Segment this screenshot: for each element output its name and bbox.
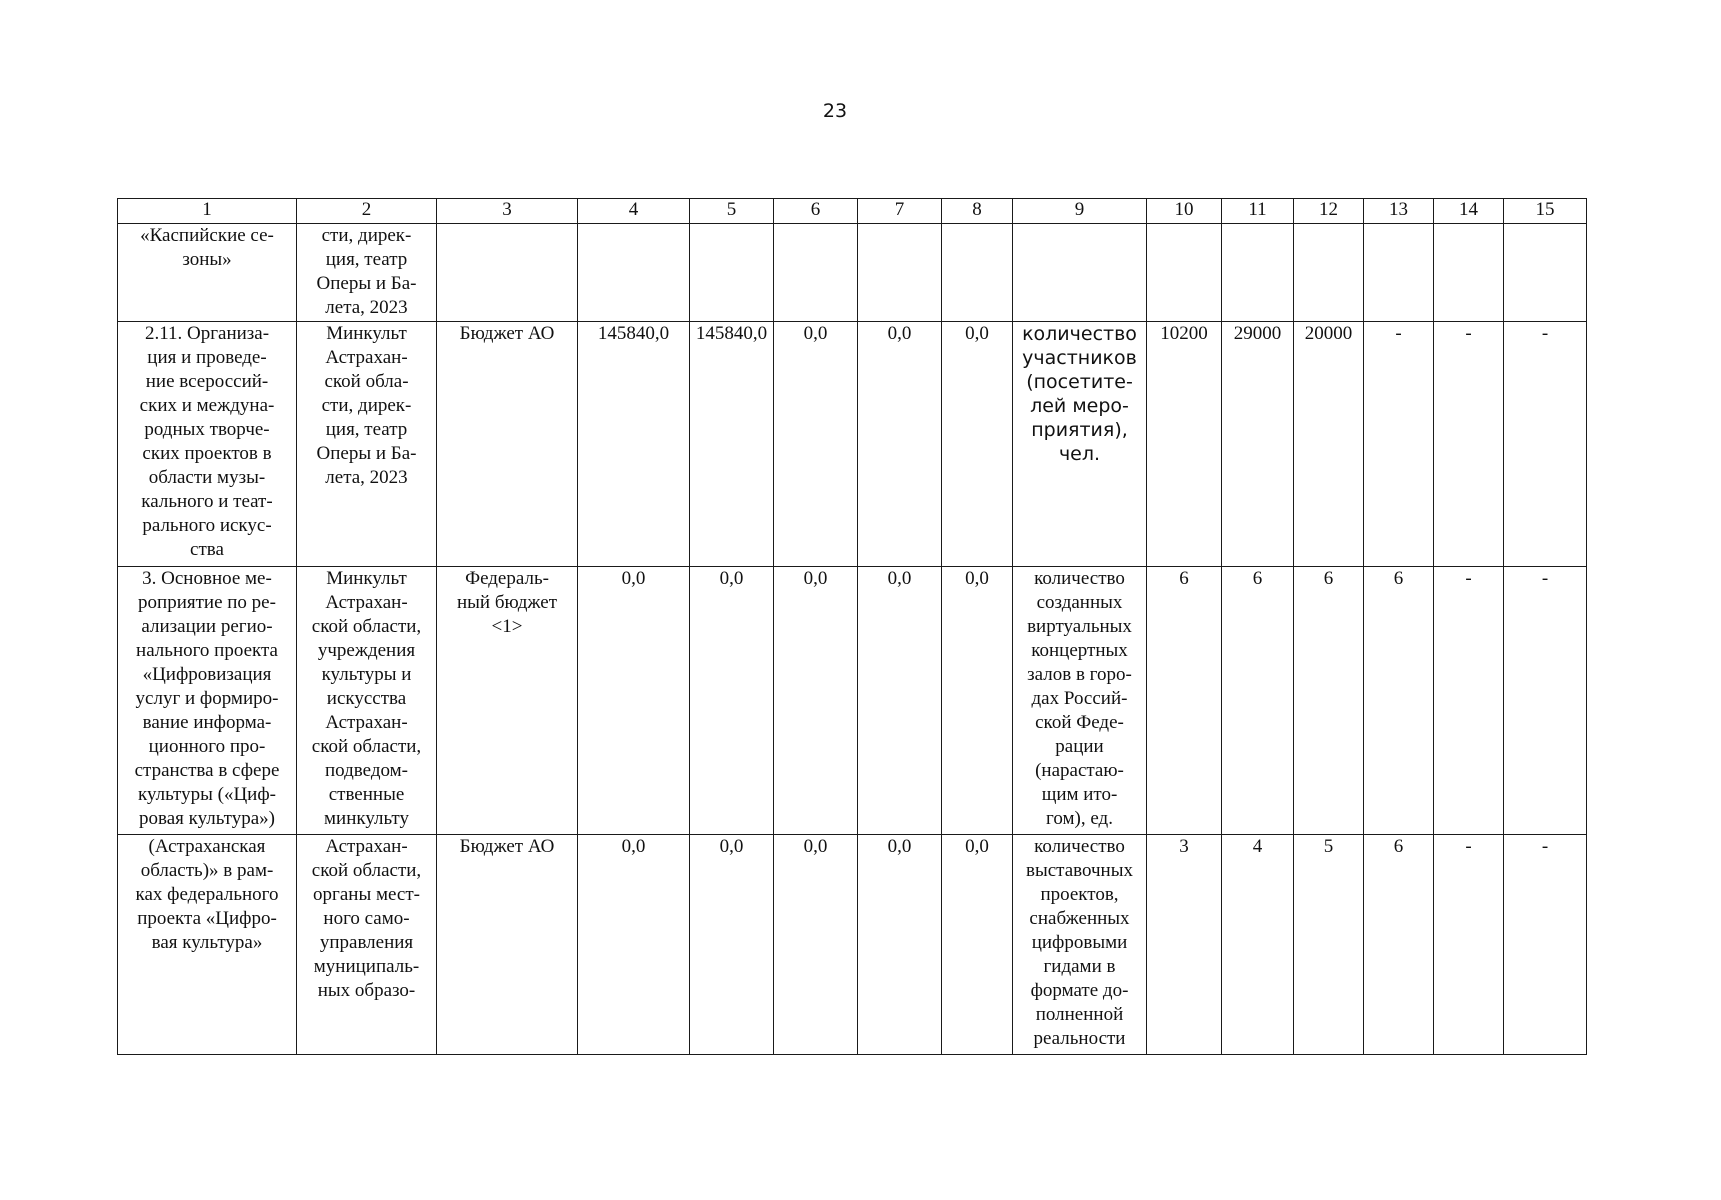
- indicator-value-cell: -: [1434, 322, 1504, 567]
- amount-cell: 0,0: [690, 567, 774, 835]
- column-number: 11: [1222, 199, 1294, 224]
- amount-cell: 0,0: [774, 567, 858, 835]
- empty-cell: [1364, 224, 1434, 322]
- indicator-value-cell: 6: [1294, 567, 1364, 835]
- amount-cell: 0,0: [774, 322, 858, 567]
- table-row-continuation: [118, 224, 1587, 322]
- page-number: 23: [822, 100, 848, 122]
- column-number: 15: [1504, 199, 1587, 224]
- total-amount-cell: 0,0: [578, 835, 690, 1055]
- amount-cell: 0,0: [942, 567, 1013, 835]
- indicator-cell: количество выставочных проектов, снабженных цифровыми гидами в формате до- полненной реальности: [1013, 835, 1147, 1055]
- column-number: 6: [774, 199, 858, 224]
- empty-cell: [1504, 224, 1587, 322]
- empty-cell: [1013, 224, 1147, 322]
- indicator-value-cell: -: [1504, 567, 1587, 835]
- executor-cell-continued: Астрахан- ской области, органы мест- ного само- управления муниципаль- ных образо-: [297, 835, 437, 1055]
- indicator-value-cell: 10200: [1147, 322, 1222, 567]
- amount-cell: 0,0: [774, 835, 858, 1055]
- indicator-cell: количество участников (посетите- лей меро- приятия), чел.: [1013, 322, 1147, 567]
- empty-cell: [858, 224, 942, 322]
- column-number: 2: [297, 199, 437, 224]
- empty-cell: [437, 224, 578, 322]
- empty-cell: [774, 224, 858, 322]
- indicator-cell: количество созданных виртуальных концертных залов в горо- дах Россий- ской Феде- рации (нарастаю- щим ито- гом), ед.: [1013, 567, 1147, 835]
- amount-cell: 145840,0: [690, 322, 774, 567]
- funding-source-cell: Бюджет АО: [437, 835, 578, 1055]
- column-number: 9: [1013, 199, 1147, 224]
- executor-cell: Минкульт Астрахан- ской области, учреждения культуры и искусства Астрахан- ской области, подведом- ственные минкульту: [297, 567, 437, 835]
- funding-source-cell: Бюджет АО: [437, 322, 578, 567]
- activity-name-cell: «Каспийские се- зоны»: [118, 224, 297, 322]
- table-row-3-regional: [118, 835, 1587, 1055]
- indicator-value-cell: 4: [1222, 835, 1294, 1055]
- indicator-value-cell: 3: [1147, 835, 1222, 1055]
- empty-cell: [690, 224, 774, 322]
- amount-cell: 0,0: [690, 835, 774, 1055]
- column-number: 8: [942, 199, 1013, 224]
- empty-cell: [1147, 224, 1222, 322]
- empty-cell: [1222, 224, 1294, 322]
- column-number: 7: [858, 199, 942, 224]
- table-row-2-11: [118, 322, 1587, 567]
- indicator-value-cell: -: [1504, 322, 1587, 567]
- program-activities-table: [117, 198, 1587, 1055]
- total-amount-cell: 0,0: [578, 567, 690, 835]
- activity-name-cell: 2.11. Организа- ция и проведе- ние всероссий- ских и междуна- родных творче- ских проектов в области музы- кального и теат- рального искус- ства: [118, 322, 297, 567]
- column-number: 12: [1294, 199, 1364, 224]
- indicator-value-cell: -: [1434, 835, 1504, 1055]
- column-number: 1: [118, 199, 297, 224]
- amount-cell: 0,0: [858, 835, 942, 1055]
- indicator-value-cell: 5: [1294, 835, 1364, 1055]
- activity-name-cell-continued: (Астраханская область)» в рам- ках федерального проекта «Цифро- вая культура»: [118, 835, 297, 1055]
- indicator-value-cell: 6: [1147, 567, 1222, 835]
- amount-cell: 0,0: [942, 322, 1013, 567]
- indicator-value-cell: 6: [1364, 835, 1434, 1055]
- empty-cell: [1434, 224, 1504, 322]
- column-number-row: [118, 199, 1587, 224]
- table-row-3-federal: [118, 567, 1587, 835]
- indicator-value-cell: -: [1434, 567, 1504, 835]
- amount-cell: 0,0: [858, 322, 942, 567]
- amount-cell: 0,0: [858, 567, 942, 835]
- indicator-value-cell: 29000: [1222, 322, 1294, 567]
- empty-cell: [942, 224, 1013, 322]
- column-number: 4: [578, 199, 690, 224]
- indicator-value-cell: 6: [1222, 567, 1294, 835]
- column-number: 13: [1364, 199, 1434, 224]
- column-number: 10: [1147, 199, 1222, 224]
- activity-name-cell: 3. Основное ме- роприятие по ре- ализации регио- нального проекта «Цифровизация услуг и формиро- вание информа- ционного про- странства в сфере культуры («Циф- ровая культура»): [118, 567, 297, 835]
- indicator-value-cell: -: [1504, 835, 1587, 1055]
- column-number: 3: [437, 199, 578, 224]
- funding-source-cell: Федераль- ный бюджет <1>: [437, 567, 578, 835]
- amount-cell: 0,0: [942, 835, 1013, 1055]
- executor-cell: Минкульт Астрахан- ской обла- сти, дирек- ция, театр Оперы и Ба- лета, 2023: [297, 322, 437, 567]
- column-number: 14: [1434, 199, 1504, 224]
- executor-cell: сти, дирек- ция, театр Оперы и Ба- лета, 2023: [297, 224, 437, 322]
- indicator-value-cell: -: [1364, 322, 1434, 567]
- column-number: 5: [690, 199, 774, 224]
- empty-cell: [578, 224, 690, 322]
- total-amount-cell: 145840,0: [578, 322, 690, 567]
- empty-cell: [1294, 224, 1364, 322]
- indicator-value-cell: 20000: [1294, 322, 1364, 567]
- indicator-value-cell: 6: [1364, 567, 1434, 835]
